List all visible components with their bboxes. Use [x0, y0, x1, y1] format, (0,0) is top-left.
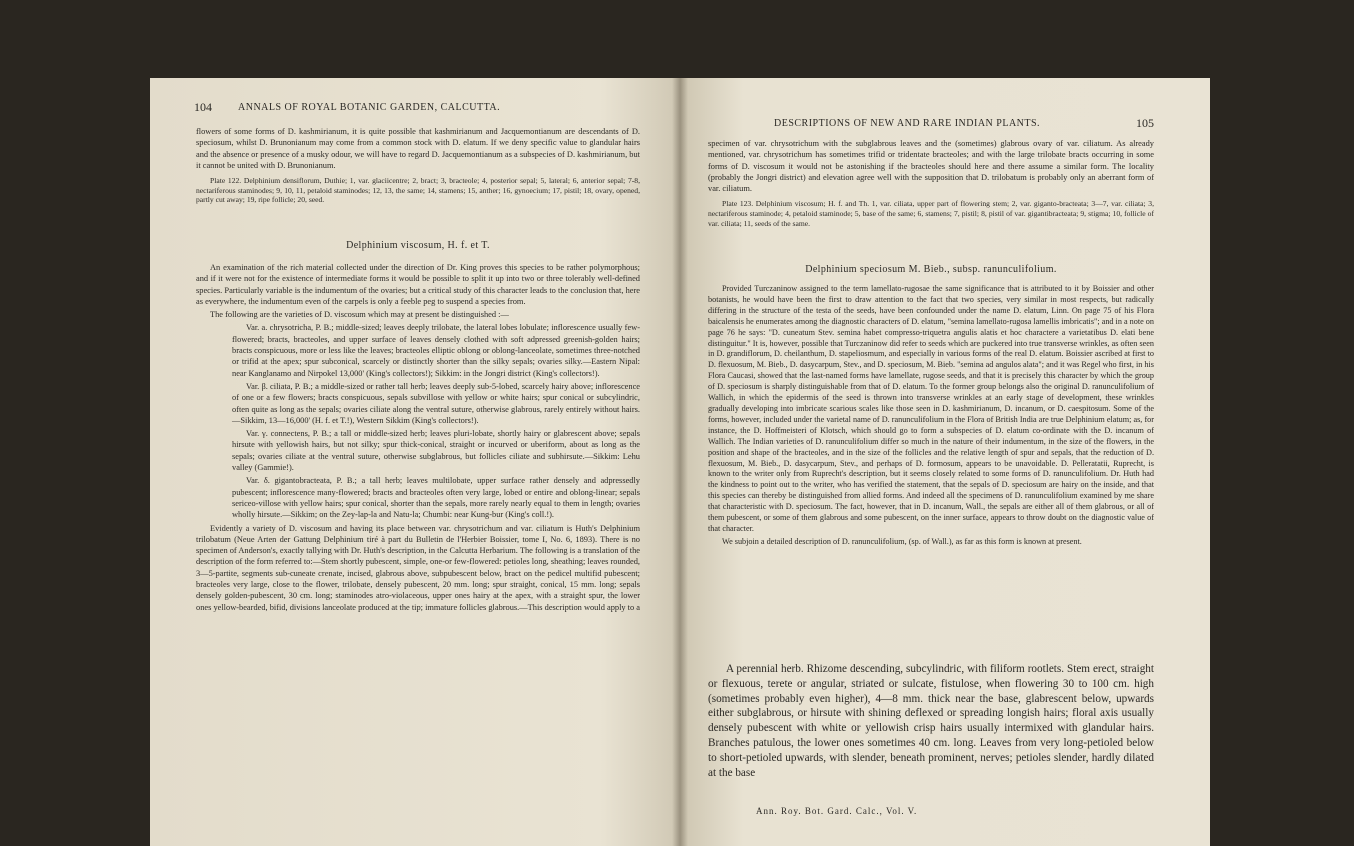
- section-heading: Delphinium viscosum, H. f. et T.: [346, 240, 490, 251]
- left-page: [150, 78, 680, 846]
- paragraph: Evidently a variety of D. viscosum and having its place between var. chrysotrichum and var. ciliatum is Huth's Delphinium trilobatum (Neue Arten der Gattung Delphinium tiré à part du Bulletin de l'Herbier Boissier, tome I, No. 6, 1893). There is no specimen of Anderson's, exactly tallying with Dr. Huth's description, in the Calcutta Herbarium. The following is a translation of the description of the form referred to:—Stem shortly pubescent, simple, one-or few-flowered: petioles long, sheathing; leaves rounded, 3—5-partite, segments sub-cuneate crenate, incised, glabrous above, subpubescent below, bract on the pedicel multifid pubescent; bracteoles very large, close to the flower, trilobate, densely pubescent, 20 mm. long; spur straight, conical, 15 mm. long; sepals densely golden-pubescent, 30 cm. long; staminodes atro-violaceous, upper ones hairy at the apex, with a straight spur, the lower ones yellow-bearded, bifid, divisions lanceolate produced at the tip; immature follicles glabrous.—This description would apply to a: [196, 523, 640, 612]
- book-spread: [150, 78, 1210, 846]
- paragraph: A perennial herb. Rhizome descending, subcylindric, with filiform rootlets. Stem erect, straight or flexuous, terete or angular, striated or sulcate, fistulose, when flowering 30 to 100 cm. high (sometimes probably even higher), 4—8 mm. thick near the base, glabrescent below, upwards either subglabrous, or hirsute with shining deflexed or spreading longish hairs; floral axis usually densely pubescent with white or yellowish crisp hairs usually intermixed with glandular hairs. Branches patulous, the lower ones sometimes 40 cm. long. Leaves from very long-petioled below to short-petioled upwards, with slender, beneath prominent, nerves; petioles slender, hardly dilated at the base: [708, 663, 1154, 779]
- left-section-body: [196, 262, 640, 615]
- page-number: 104: [194, 100, 212, 114]
- variety-entry: Var. β. ciliata, P. B.; a middle-sized or rather tall herb; leaves deeply sub-5-lobed, scarcely hairy above; inflorescence of one or a few flowers; bracts conspicuous, sepals subvillose with yellow or white hairs; spur conical or subcylindric, often quite as long as the sepals; ovaries ciliate along the ventral suture, otherwise glabrous, rarely entirely without hairs.—Sikkim, 13—16,000' (H. f. et T.!), Western Sikkim (King's collectors!).: [232, 381, 640, 425]
- right-body: [708, 138, 1154, 230]
- running-head: ANNALS OF ROYAL BOTANIC GARDEN, CALCUTTA.: [238, 102, 501, 113]
- right-section-body: [708, 284, 1154, 550]
- variety-entry: Var. γ. connectens, P. B.; a tall or middle-sized herb; leaves pluri-lobate, shortly hairy or glabrescent above; sepals hirsute with yellowish hairs, but not silky; spur thick-conical, straight or incurved or uberiform, about as long as the sepals; ovaries ciliate at the ventral suture, otherwise subglabrous, but follicles ciliate and subhirsute.—Sikkim: Lehu valley (Gammie!).: [232, 429, 640, 473]
- variety-list: [196, 322, 640, 520]
- page-footer: Ann. Roy. Bot. Gard. Calc., Vol. V.: [756, 806, 918, 816]
- paragraph: An examination of the rich material collected under the direction of Dr. King proves this species to be rather polymorphous; and if it were not for the existence of intermediate forms it would be possible to split it up into two or three tolerably well-defined species. Particularly variable is the indumentum of the ovaries; but a critical study of this character leads to the conclusion that, here as everywhere, the indumentum even of the carpels is only a feeble peg to suspend a species from.: [196, 263, 640, 306]
- paragraph: Provided Turczaninow assigned to the term lamellato-rugosae the same significance that is attributed to it by Boissier and other botanists, he would have been the first to draw attention to the fact that two species, very similar in most respects, but radically differing in the structure of the testa of the seeds, have been confounded under the name D. elatum, Linn. On page 75 of his Flora baicalensis he enumerates among the diagnostic characters of D. elatum, "semina lamellato-rugosa lamellis imbricatis"; and in a note on page 76 he says: "D. cuneatum Stev. semina habet compresso-triquetra angulis alatis et hoc charactere a varietatibus D. elati bene distinguitur." It is, however, possible that Turczaninow did refer to seeds which are puckered into true transverse wrinkles, as often seen in D. grandiflorum, D. cheilanthum, D. stapeliosmum, and especially in various forms of the real D. elatum. Boissier ascribed at first to D. flexuosum, M. Bieb., D. dasycarpum, Stev., and D. speciosum, M. Bieb. "semina ad angulos alata"; and it was Regel who first, in his Flora Caucasi, showed that the last-named forms have lamellate, rugose seeds, and that it is precisely this character by which the group of D. speciosum is sharply distinguishable from that of D. elatum. To the former group belongs also the original D. ranunculifolium of Wallich, in which the epidermis of the seed is thrown into transverse wrinkles at an early stage of development, these wrinkles gradually developing into imbricate scarious scales like those seen in D. kashmirianum, D. incanum, or D. caespitosum. Some of the forms, however, included under the varietal name of D. ranunculifolium in the Flora of British India are true Delphinium elatum; as, for instance, the D. Hoffmeisteri of Klotsch, which should go to form a subspecies of D. elatum co-ordinate with the D. incanum of Wallich. The Indian varieties of D. ranunculifolium differ so much in the nature of their indumentum, in the size of the flowers, in the position and shape of the bracteoles, and in the size of the follicles and the relative length of spur and sepals, that the reduction of D. flexuosum, M. Bieb., D. dasycarpum, Stev., and perhaps of D. formosum, appears to be unavoidable. D. Pelleratatii, Ruprecht, is known to the writer only from Ruprecht's description, but it seems closely related to some forms of D. ranunculifolium. Dr. Huth had the kindness to point out to the writer, who has verified the statement, that the sepals of D. speciosum are hairy on the inside, and that this species can thereby be distinguished from allied forms. And indeed all the specimens of D. ranunculifolium examined by me share that characteristic with D. speciosum. The fact, however, that in D. incanum, Wall., the sepals are either all of them glabrous, or all of them pubescent, or some of them glabrous and some pubescent, on the inner surface, appears to throw doubt on the diagnostic value of that character.: [708, 284, 1154, 533]
- paragraph: The following are the varieties of D. viscosum which may at present be distinguished :—: [210, 310, 509, 320]
- plate-caption: Plate 122. Delphinium densiflorum, Duthie; 1, var. glaciicentre; 2, bract; 3, bracteole; 4, posterior sepal; 5, lateral; 6, anterior sepal; 7-8, nectariferous staminodes; 9, 10, 11, petaloid staminodes; 12, 13, the same; 14, stamens; 15, anther; 16, gynoecium; 17, pistil; 18, ovary, opened, partly cut away; 19, ripe follicle; 20, seed.: [196, 176, 640, 205]
- plate-caption: Plate 123. Delphinium viscosum; H. f. and Th. 1, var. ciliata, upper part of flowering stem; 2, var. giganto-bracteata; 3—7, var. ciliata; 3, nectariferous staminode; 4, petaloid staminode; 5, base of the same; 6, stamens; 7, pistil; 8, pistil of var. gigantibracteata; 9, stigma; 10, follicle of var. ciliata; 11, seeds of the same.: [708, 199, 1154, 228]
- paragraph: We subjoin a detailed description of D. ranunculifolium, (sp. of Wall.), as far as this form is known at present.: [722, 536, 1082, 546]
- description-body: [708, 662, 1154, 782]
- book-gutter: [672, 78, 688, 846]
- left-body: [196, 126, 640, 207]
- page-number: 105: [1136, 116, 1154, 130]
- variety-entry: Var. a. chrysotricha, P. B.; middle-sized; leaves deeply trilobate, the lateral lobes lobulate; inflorescence usually few-flowered; bracts, bracteoles, and upper surface of leaves densely clothed with soft adpressed greenish-golden hairs; bracts conspicuous, more or less like the leaves; bracteoles elliptic oblong or oblong-lanceolate, sometimes three-notched or trifid at the apex; spur subconical, scarcely or distinctly shorter than the silky sepals; ovaries silky.—Eastern Nipal: near Kanglanamo and Nirpokel 13,000' (King's collectors!); Sikkim: in the Jongri district (King's collectors!).: [232, 323, 640, 378]
- section-heading: Delphinium speciosum M. Bieb., subsp. ranunculifolium.: [805, 264, 1057, 275]
- running-head: DESCRIPTIONS OF NEW AND RARE INDIAN PLANTS.: [774, 118, 1041, 129]
- intro-paragraph: flowers of some forms of D. kashmirianum, it is quite possible that kashmirianum and Jacquemontianum are descendants of D. speciosum, whilst D. Brunonianum may come from a common stock with D. elatum. If we deny specific value to glandular hairs and the absence or presence of a musky odour, we will have to regard D. Jacquemontianum as a subspecies of D. kashmirianum, but it cannot be united with D. Brunonianum.: [196, 127, 640, 170]
- intro-paragraph: specimen of var. chrysotrichum with the subglabrous leaves and the (sometimes) glabrous ovary of var. ciliatum. As already mentioned, var. chrysotrichum has sometimes trifid or tridentate bracteoles; and with the large trilobate bracts occurring in some forms of D. viscosum it would not be astonishing if the bracteoles should here and there assume a similar form. The locality (probably the Jongri district) and elevation agree well with the supposition that D. trilobatum is probably only an aberrant form of var. ciliatum.: [708, 139, 1154, 194]
- variety-entry: Var. δ. gigantobracteata, P. B.; a tall herb; leaves multilobate, upper surface rather densely and adpressedly pubescent; inflorescence many-flowered; bracts and bracteoles often very large, lobed or entire and oblong-linear; sepals sericeo-villose with yellow hairs; spur conical, shorter than the sepals, more rarely nearly equal to them in length; ovaries wholly hirsute.—Sikkim; on the Zey-lap-la and Natu-la; Chumbi: near Kung-bur (King's coll.!).: [232, 476, 640, 520]
- right-page: [680, 78, 1210, 846]
